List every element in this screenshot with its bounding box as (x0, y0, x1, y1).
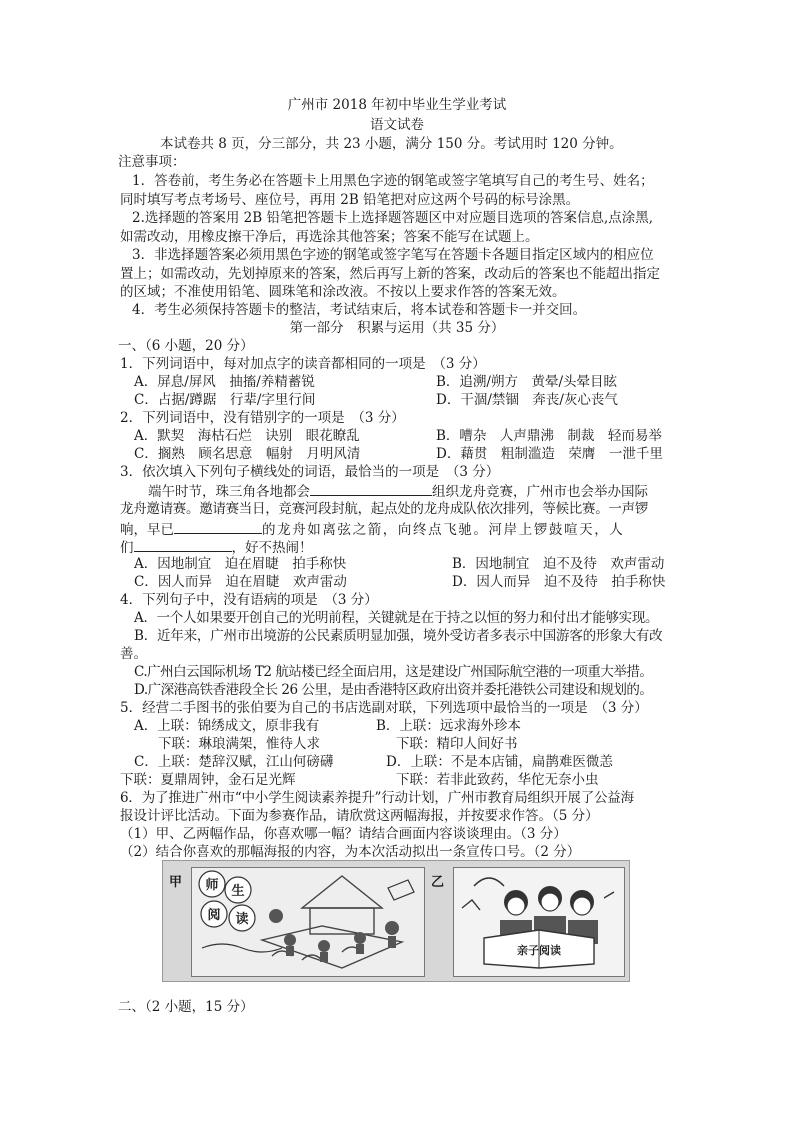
posters-image (162, 860, 630, 982)
notice-line: 2.选择题的答案用 2B 铅笔把答题卡上选择题答题区中对应题目选项的答案信息,点涂黑, (132, 210, 654, 226)
fill-blank (134, 537, 232, 552)
poster-a-char: 读 (235, 912, 249, 927)
q4-option-c: C.广州白云国际机场 T2 航站楼已经全面启用，这是建设广州国际航空港的一项重大举措。 (134, 664, 653, 680)
q3-option-d: D．因人而异 迫不及待 拍手称快 (452, 574, 666, 590)
q3-option-c: C．因人而异 迫在眉睫 欢声雷动 (134, 574, 347, 590)
q6-subquestion-1: （1）甲、乙两幅作品，你喜欢哪一幅？请结合画面内容谈谈理由。（3 分） (120, 826, 567, 842)
part2-section-heading: 二、（2 小题，15 分） (118, 999, 254, 1015)
poster-a (191, 867, 425, 977)
q1-option-d: D．干涸/禁锢 奔丧/灰心丧气 (436, 392, 618, 408)
q5-option-a-upper: A．上联：锦绣成文，原非我有 (134, 718, 320, 734)
question-1-stem: 1．下列词语中，每对加点字的读音都相同的一项是 （3 分） (120, 356, 486, 372)
fill-blank (174, 519, 262, 534)
poster-a-char: 生 (231, 884, 245, 899)
q6-subquestion-2: （2）结合你喜欢的那幅海报的内容，为本次活动拟出一条宣传口号。（2 分） (120, 844, 581, 860)
poster-a-char: 阅 (207, 908, 221, 923)
q3-text: 的龙舟如离弦之箭，向终点飞驰。河岸上锣鼓喧天，人 (262, 522, 625, 538)
question-2-stem: 2．下列词语中，没有错别字的一项是 （3 分） (120, 410, 405, 426)
q3-text: ，好不热闹！ (231, 540, 313, 556)
poster-b-label: 乙 (431, 875, 445, 890)
notice-line: 3．非选择题答案必须用黑色字迹的钢笔或签字笔写在答题卡各题目指定区域内的相应位 (132, 247, 654, 263)
q5-option-d-lower: 下联：若非此致药，华佗无奈小虫 (396, 772, 599, 788)
poster-b (453, 867, 625, 977)
q2-option-c: C．搁熟 顾名思意 幅射 月明风清 (134, 446, 361, 462)
q1-option-c: C．占据/蹲踞 行辈/字里行间 (134, 392, 316, 408)
question-4-stem: 4．下列句子中，没有语病的项是 （3 分） (120, 592, 378, 608)
q5-option-a-lower: 下联：琳琅满架，惟待人求 (158, 736, 320, 752)
notice-line: 同时填写考点考场号、座位号，再用 2B 铅笔把对应这两个号码的标号涂黑。 (120, 192, 580, 208)
q3-passage-line: 龙舟邀请赛。邀请赛当日，竞赛河段封航，起点处的龙舟成队依次排列，等候比赛。一声锣 (120, 501, 648, 517)
q5-option-b-lower: 下联：精印人间好书 (396, 736, 518, 752)
fill-blank (310, 481, 432, 496)
q4-option-a: A．一个人如果要开创自己的光明前程，关键就是在于持之以恒的努力和付出才能够实现。 (134, 610, 659, 626)
q2-option-b: B．嘈杂 人声鼎沸 制裁 轻而易举 (436, 428, 662, 444)
question-6-stem-cont: 报设计评比活动。下面为参赛作品，请欣赏这两幅海报，并按要求作答。（5 分） (120, 808, 599, 824)
q5-option-d-upper: D．上联：不是本店铺，扁鹊难医微恙 (386, 754, 613, 770)
q3-text: 们 (120, 540, 134, 556)
q2-option-d: D．藉贯 粗制滥造 荣膺 一泄千里 (436, 446, 663, 462)
q5-option-c-lower: 下联：夏鼎周钟，金石足光辉 (120, 772, 296, 788)
notice-line: 1．答卷前，考生务必在答题卡上用黑色字迹的钢笔或签字笔填写自己的考生号、姓名； (132, 173, 654, 189)
notice-heading: 注意事项： (118, 154, 186, 170)
q4-option-d: D.广深港高铁香港段全长 26 公里，是由香港特区政府出资并委托港铁公司建设和规划的。 (134, 682, 653, 698)
poster-b-book-title: 亲子阅读 (517, 944, 561, 957)
exam-info: 本试卷共 8 页，分三部分，共 23 小题，满分 150 分。考试用时 120 分钟。 (160, 136, 623, 152)
q5-option-b-upper: B．上联：远求海外珍本 (376, 718, 521, 734)
q4-option-b: B．近年来，广州市出境游的公民素质明显加强，境外受访者多表示中国游客的形象大有改 (134, 628, 663, 644)
q3-text: 响，早已 (120, 522, 174, 538)
q4-option-b-cont: 善。 (120, 646, 147, 662)
q3-option-b: B．因地制宜 迫不及待 欢声雷动 (452, 556, 665, 572)
q3-text: 组织龙舟竞赛，广州市也会举办国际 (432, 484, 648, 500)
notice-line: 的区域；不准使用铅笔、圆珠笔和涂改液。不按以上要求作答的答案无效。 (120, 284, 566, 300)
notice-line: 4．考生必须保持答题卡的整洁，考试结束后，将本试卷和答题卡一并交回。 (132, 302, 587, 318)
q3-passage-line (148, 481, 648, 502)
exam-subject: 语文试卷 (370, 117, 424, 133)
q1-option-a: A．屏息/屏风 抽搐/养精蓄锐 (134, 374, 315, 390)
question-3-stem: 3．依次填入下列句子横线处的词语，最恰当的一项是 （3 分） (120, 464, 500, 480)
exam-title: 广州市 2018 年初中毕业生学业考试 (287, 97, 507, 113)
poster-a-illustration (192, 868, 424, 976)
poster-a-char: 师 (205, 878, 219, 893)
q3-option-a: A．因地制宜 迫在眉睫 拍手称快 (134, 556, 347, 572)
q3-text: 端午时节，珠三角各地都会 (148, 484, 310, 500)
notice-line: 如需改动，用橡皮擦干净后，再选涂其他答案；答案不能写在试题上。 (120, 229, 539, 245)
question-5-stem: 5．经营二手图书的张伯要为自己的书店选副对联，下列选项中最恰当的一项是 （3 分） (120, 700, 648, 716)
poster-a-label: 甲 (169, 875, 183, 890)
notice-line: 置上；如需改动，先划掉原来的答案，然后再写上新的答案，改动后的答案也不能超出指定 (120, 266, 660, 282)
section-heading: 一、（6 小题，20 分） (118, 338, 254, 354)
q1-option-b: B．追溯/朔方 黄晕/头晕目眩 (436, 374, 618, 390)
part1-title: 第一部分 积累与运用（共 35 分） (289, 320, 505, 336)
poster-b-illustration (454, 868, 624, 976)
q5-option-c-upper: C．上联：楚辞汉赋，江山何磅礴 (134, 754, 334, 770)
q2-option-a: A．默契 海枯石烂 诀别 眼花瞭乱 (134, 428, 360, 444)
question-6-stem: 6．为了推进广州市“中小学生阅读素养提升”行动计划，广州市教育局组织开展了公益海 (120, 790, 634, 806)
